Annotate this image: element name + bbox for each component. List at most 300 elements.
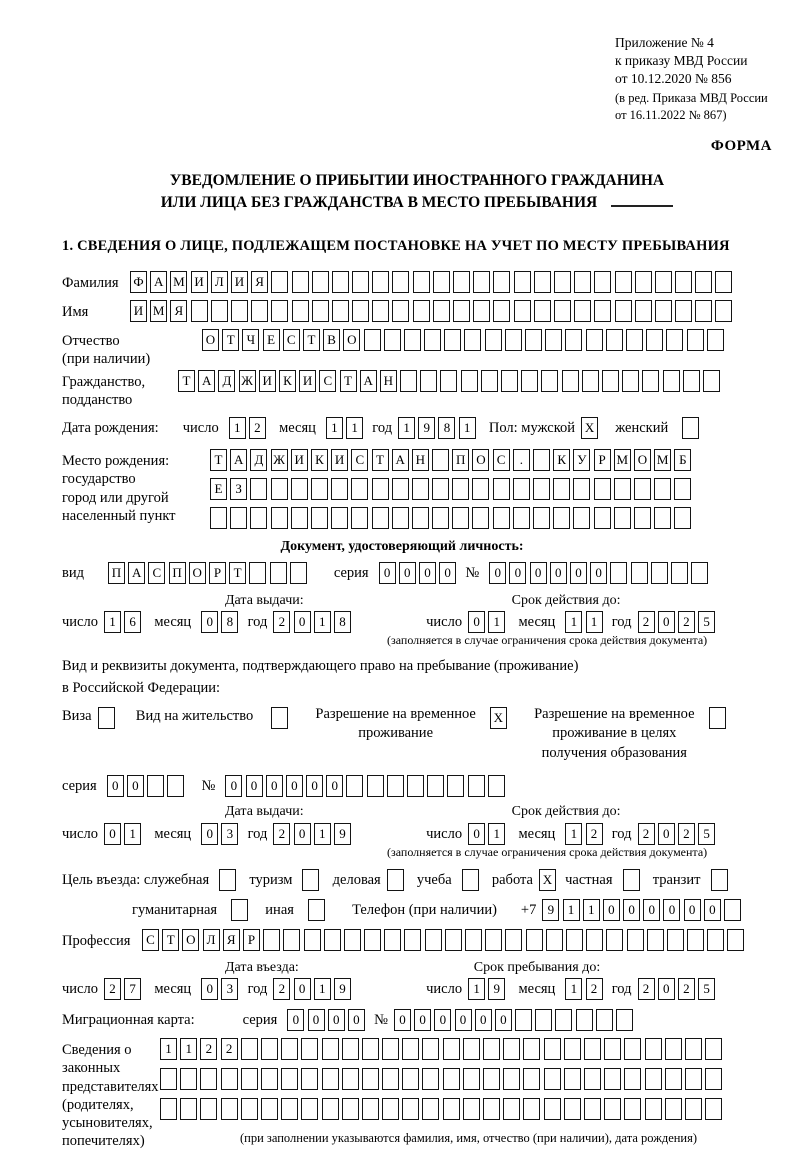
cell[interactable]: К — [279, 370, 296, 392]
cell[interactable] — [513, 507, 530, 529]
cell[interactable] — [221, 1098, 238, 1120]
cell[interactable]: 2 — [273, 978, 290, 1000]
cell[interactable] — [541, 370, 558, 392]
cell[interactable]: 0 — [419, 562, 436, 584]
cell[interactable] — [464, 329, 481, 351]
cell[interactable] — [211, 300, 228, 322]
cell[interactable] — [654, 478, 671, 500]
cell[interactable] — [582, 370, 599, 392]
cell[interactable]: 0 — [294, 823, 311, 845]
purpose-tourism-checkbox[interactable] — [302, 869, 322, 891]
cell[interactable] — [271, 271, 288, 293]
cell[interactable] — [493, 300, 510, 322]
cell[interactable]: 1 — [326, 417, 343, 439]
cell[interactable] — [367, 775, 384, 797]
cell[interactable] — [302, 869, 319, 891]
cell[interactable]: Р — [594, 449, 611, 471]
cell[interactable] — [261, 1098, 278, 1120]
cell[interactable] — [594, 300, 611, 322]
cell[interactable] — [555, 1009, 572, 1031]
cell[interactable]: Р — [243, 929, 260, 951]
cell[interactable] — [452, 478, 469, 500]
cell[interactable]: 9 — [334, 823, 351, 845]
cell[interactable] — [271, 507, 288, 529]
cell[interactable]: 5 — [698, 611, 715, 633]
cell[interactable]: Т — [210, 449, 227, 471]
cell[interactable] — [573, 507, 590, 529]
cell[interactable] — [352, 271, 369, 293]
cell[interactable] — [382, 1068, 399, 1090]
cell[interactable] — [344, 929, 361, 951]
cell[interactable]: 0 — [550, 562, 567, 584]
cell[interactable]: О — [472, 449, 489, 471]
cell[interactable]: 0 — [658, 978, 675, 1000]
cell[interactable] — [420, 370, 437, 392]
cell[interactable] — [685, 1038, 702, 1060]
cell[interactable] — [281, 1038, 298, 1060]
cell[interactable] — [514, 271, 531, 293]
cell[interactable]: 0 — [530, 562, 547, 584]
cell[interactable]: 0 — [509, 562, 526, 584]
cell[interactable] — [445, 929, 462, 951]
cell[interactable]: 2 — [638, 611, 655, 633]
cell[interactable] — [624, 1038, 641, 1060]
cell[interactable] — [452, 507, 469, 529]
cell[interactable]: Т — [340, 370, 357, 392]
cell[interactable]: 9 — [542, 899, 559, 921]
name-cells[interactable] — [130, 300, 736, 322]
cell[interactable]: 1 — [398, 417, 415, 439]
cell[interactable] — [574, 271, 591, 293]
cell[interactable]: О — [182, 929, 199, 951]
cell[interactable] — [270, 562, 287, 584]
cell[interactable]: С — [351, 449, 368, 471]
birth-year-cells[interactable] — [398, 417, 479, 439]
cell[interactable]: 5 — [698, 978, 715, 1000]
cell[interactable] — [392, 507, 409, 529]
cell[interactable] — [271, 300, 288, 322]
cell[interactable] — [424, 329, 441, 351]
cell[interactable] — [465, 929, 482, 951]
cell[interactable] — [422, 1068, 439, 1090]
cell[interactable] — [221, 1068, 238, 1090]
cell[interactable] — [554, 271, 571, 293]
cell[interactable] — [705, 1068, 722, 1090]
cell[interactable]: И — [291, 449, 308, 471]
cell[interactable]: А — [230, 449, 247, 471]
purpose-work-checkbox[interactable] — [539, 869, 559, 891]
cell[interactable]: Ж — [239, 370, 256, 392]
cell[interactable] — [584, 1038, 601, 1060]
cell[interactable] — [362, 1098, 379, 1120]
residence-permit-checkbox[interactable] — [271, 707, 291, 729]
cell[interactable] — [332, 271, 349, 293]
cell[interactable] — [606, 329, 623, 351]
cell[interactable]: 2 — [678, 978, 695, 1000]
cell[interactable] — [364, 329, 381, 351]
cell[interactable]: 0 — [663, 899, 680, 921]
cell[interactable]: 0 — [266, 775, 283, 797]
cell[interactable] — [453, 300, 470, 322]
cell[interactable] — [488, 775, 505, 797]
cell[interactable]: У — [573, 449, 590, 471]
cell[interactable] — [564, 1068, 581, 1090]
cell[interactable] — [525, 329, 542, 351]
cell[interactable] — [623, 869, 640, 891]
cell[interactable] — [281, 1098, 298, 1120]
cell[interactable] — [594, 478, 611, 500]
cell[interactable] — [311, 478, 328, 500]
cell[interactable]: 0 — [294, 611, 311, 633]
cell[interactable]: А — [198, 370, 215, 392]
cell[interactable]: 1 — [314, 978, 331, 1000]
cell[interactable]: О — [202, 329, 219, 351]
cell[interactable]: В — [323, 329, 340, 351]
cell[interactable] — [281, 1068, 298, 1090]
cell[interactable] — [301, 1068, 318, 1090]
cell[interactable] — [433, 300, 450, 322]
purpose-humanitarian-checkbox[interactable] — [231, 899, 251, 921]
cell[interactable] — [526, 929, 543, 951]
cell[interactable] — [727, 929, 744, 951]
doc-issue-year-cells[interactable] — [273, 611, 354, 633]
cell[interactable] — [545, 329, 562, 351]
cell[interactable]: 2 — [249, 417, 266, 439]
cell[interactable] — [533, 507, 550, 529]
cell[interactable] — [616, 1009, 633, 1031]
cell[interactable] — [472, 478, 489, 500]
cell[interactable] — [645, 1098, 662, 1120]
cell[interactable] — [614, 478, 631, 500]
cell[interactable] — [440, 370, 457, 392]
cell[interactable] — [200, 1098, 217, 1120]
cell[interactable]: 0 — [455, 1009, 472, 1031]
cell[interactable] — [695, 271, 712, 293]
cell[interactable] — [324, 929, 341, 951]
cell[interactable] — [473, 271, 490, 293]
cell[interactable]: Т — [303, 329, 320, 351]
cell[interactable] — [691, 562, 708, 584]
cell[interactable]: 0 — [684, 899, 701, 921]
cell[interactable]: 0 — [439, 562, 456, 584]
cell[interactable] — [626, 329, 643, 351]
cell[interactable] — [574, 300, 591, 322]
cell[interactable] — [544, 1068, 561, 1090]
cell[interactable]: И — [259, 370, 276, 392]
migration-number-cells[interactable] — [394, 1009, 636, 1031]
permit-series-cells[interactable] — [107, 775, 188, 797]
edu-permit-checkbox[interactable] — [709, 707, 729, 729]
cell[interactable] — [425, 929, 442, 951]
cell[interactable]: 2 — [200, 1038, 217, 1060]
cell[interactable] — [432, 478, 449, 500]
cell[interactable] — [634, 478, 651, 500]
patronymic-cells[interactable] — [202, 329, 727, 351]
cell[interactable]: 0 — [201, 823, 218, 845]
cell[interactable] — [602, 370, 619, 392]
cell[interactable]: 0 — [394, 1009, 411, 1031]
cell[interactable] — [322, 1068, 339, 1090]
cell[interactable] — [554, 300, 571, 322]
cell[interactable] — [362, 1068, 379, 1090]
cell[interactable] — [505, 929, 522, 951]
cell[interactable]: 9 — [418, 417, 435, 439]
cell[interactable] — [682, 417, 699, 439]
purpose-official-checkbox[interactable] — [219, 869, 239, 891]
cell[interactable] — [351, 478, 368, 500]
cell[interactable] — [412, 507, 429, 529]
cell[interactable] — [666, 329, 683, 351]
migration-series-cells[interactable] — [287, 1009, 368, 1031]
cell[interactable]: 0 — [107, 775, 124, 797]
cell[interactable] — [564, 1038, 581, 1060]
cell[interactable]: М — [150, 300, 167, 322]
cell[interactable]: 0 — [704, 899, 721, 921]
cell[interactable] — [292, 300, 309, 322]
cell[interactable]: Ф — [130, 271, 147, 293]
cell[interactable]: Б — [674, 449, 691, 471]
cell[interactable]: Л — [211, 271, 228, 293]
cell[interactable] — [241, 1038, 258, 1060]
cell[interactable] — [219, 869, 236, 891]
cell[interactable]: О — [634, 449, 651, 471]
cell[interactable] — [533, 449, 550, 471]
cell[interactable] — [98, 707, 115, 729]
cell[interactable] — [250, 478, 267, 500]
cell[interactable] — [596, 1009, 613, 1031]
cell[interactable] — [624, 1098, 641, 1120]
cell[interactable] — [346, 775, 363, 797]
cell[interactable] — [231, 300, 248, 322]
cell[interactable]: 0 — [489, 562, 506, 584]
cell[interactable] — [703, 370, 720, 392]
cell[interactable]: 1 — [565, 823, 582, 845]
cell[interactable] — [331, 478, 348, 500]
cell[interactable]: 0 — [326, 775, 343, 797]
cell[interactable] — [553, 478, 570, 500]
cell[interactable]: 0 — [658, 611, 675, 633]
cell[interactable]: К — [311, 449, 328, 471]
cell[interactable]: 0 — [379, 562, 396, 584]
cell[interactable] — [705, 1098, 722, 1120]
cell[interactable] — [271, 478, 288, 500]
cell[interactable] — [167, 775, 184, 797]
cell[interactable] — [675, 300, 692, 322]
cell[interactable]: С — [283, 329, 300, 351]
cell[interactable]: К — [553, 449, 570, 471]
cell[interactable] — [501, 370, 518, 392]
cell[interactable] — [622, 370, 639, 392]
cell[interactable]: О — [189, 562, 206, 584]
cell[interactable]: Е — [210, 478, 227, 500]
cell[interactable]: 2 — [678, 823, 695, 845]
cell[interactable] — [553, 507, 570, 529]
cell[interactable] — [594, 271, 611, 293]
cell[interactable]: 0 — [348, 1009, 365, 1031]
representatives-row2-cells[interactable] — [160, 1068, 725, 1090]
cell[interactable] — [683, 370, 700, 392]
cell[interactable] — [615, 300, 632, 322]
cell[interactable] — [566, 929, 583, 951]
cell[interactable] — [433, 271, 450, 293]
cell[interactable] — [432, 449, 449, 471]
cell[interactable]: П — [108, 562, 125, 584]
cell[interactable] — [332, 300, 349, 322]
cell[interactable] — [427, 775, 444, 797]
cell[interactable] — [387, 775, 404, 797]
cell[interactable]: 0 — [495, 1009, 512, 1031]
cell[interactable]: 0 — [414, 1009, 431, 1031]
cell[interactable] — [322, 1098, 339, 1120]
cell[interactable]: И — [130, 300, 147, 322]
cell[interactable] — [634, 507, 651, 529]
cell[interactable]: 2 — [586, 978, 603, 1000]
cell[interactable] — [447, 775, 464, 797]
cell[interactable]: Р — [209, 562, 226, 584]
cell[interactable] — [210, 507, 227, 529]
cell[interactable] — [472, 507, 489, 529]
cell[interactable]: А — [392, 449, 409, 471]
cell[interactable] — [503, 1068, 520, 1090]
cell[interactable]: И — [191, 271, 208, 293]
cell[interactable] — [493, 478, 510, 500]
cell[interactable] — [251, 300, 268, 322]
cell[interactable] — [523, 1068, 540, 1090]
cell[interactable] — [402, 1068, 419, 1090]
cell[interactable] — [584, 1098, 601, 1120]
cell[interactable] — [635, 271, 652, 293]
cell[interactable] — [160, 1098, 177, 1120]
cell[interactable]: 0 — [104, 823, 121, 845]
cell[interactable] — [665, 1068, 682, 1090]
cell[interactable]: X — [581, 417, 598, 439]
cell[interactable] — [685, 1098, 702, 1120]
cell[interactable]: С — [142, 929, 159, 951]
cell[interactable] — [463, 1098, 480, 1120]
cell[interactable]: 0 — [201, 978, 218, 1000]
cell[interactable]: Д — [218, 370, 235, 392]
stay-year-cells[interactable] — [638, 978, 719, 1000]
cell[interactable] — [675, 271, 692, 293]
doc-valid-day-cells[interactable] — [468, 611, 508, 633]
cell[interactable] — [674, 507, 691, 529]
cell[interactable] — [372, 271, 389, 293]
cell[interactable] — [443, 1038, 460, 1060]
cell[interactable] — [443, 1068, 460, 1090]
purpose-business-checkbox[interactable] — [387, 869, 407, 891]
cell[interactable]: Н — [380, 370, 397, 392]
cell[interactable] — [707, 929, 724, 951]
cell[interactable]: 2 — [638, 978, 655, 1000]
cell[interactable] — [645, 1068, 662, 1090]
cell[interactable] — [249, 562, 266, 584]
cell[interactable]: 5 — [698, 823, 715, 845]
cell[interactable] — [392, 478, 409, 500]
stay-month-cells[interactable] — [565, 978, 605, 1000]
cell[interactable] — [463, 1068, 480, 1090]
cell[interactable] — [231, 899, 248, 921]
representatives-row1-cells[interactable] — [160, 1038, 725, 1060]
cell[interactable] — [463, 1038, 480, 1060]
cell[interactable] — [705, 1038, 722, 1060]
cell[interactable] — [382, 1038, 399, 1060]
cell[interactable] — [584, 1068, 601, 1090]
cell[interactable]: 1 — [488, 611, 505, 633]
cell[interactable]: 0 — [246, 775, 263, 797]
cell[interactable]: С — [148, 562, 165, 584]
cell[interactable]: 0 — [468, 611, 485, 633]
cell[interactable]: 1 — [229, 417, 246, 439]
cell[interactable] — [261, 1038, 278, 1060]
cell[interactable] — [180, 1098, 197, 1120]
cell[interactable]: 1 — [180, 1038, 197, 1060]
cell[interactable]: 1 — [468, 978, 485, 1000]
cell[interactable] — [230, 507, 247, 529]
cell[interactable] — [513, 478, 530, 500]
permit-number-cells[interactable] — [225, 775, 508, 797]
cell[interactable] — [674, 478, 691, 500]
cell[interactable] — [724, 899, 741, 921]
cell[interactable] — [308, 899, 325, 921]
purpose-other-checkbox[interactable] — [308, 899, 328, 921]
cell[interactable]: Т — [229, 562, 246, 584]
surname-cells[interactable] — [130, 271, 736, 293]
cell[interactable]: Ч — [242, 329, 259, 351]
cell[interactable]: X — [490, 707, 507, 729]
cell[interactable]: 3 — [221, 823, 238, 845]
sex-female-checkbox[interactable] — [682, 417, 702, 439]
cell[interactable]: 2 — [678, 611, 695, 633]
cell[interactable] — [515, 1009, 532, 1031]
cell[interactable] — [573, 478, 590, 500]
cell[interactable] — [695, 300, 712, 322]
cell[interactable]: 2 — [586, 823, 603, 845]
cell[interactable]: 1 — [160, 1038, 177, 1060]
cell[interactable] — [290, 562, 307, 584]
cell[interactable] — [352, 300, 369, 322]
cell[interactable] — [453, 271, 470, 293]
cell[interactable]: 0 — [201, 611, 218, 633]
cell[interactable]: Е — [263, 329, 280, 351]
cell[interactable] — [606, 929, 623, 951]
cell[interactable] — [523, 1098, 540, 1120]
doc-series-cells[interactable] — [379, 562, 460, 584]
cell[interactable]: О — [343, 329, 360, 351]
cell[interactable] — [160, 1068, 177, 1090]
cell[interactable] — [711, 869, 728, 891]
doc-valid-month-cells[interactable] — [565, 611, 605, 633]
birthplace-row1-cells[interactable] — [210, 449, 695, 471]
birthplace-row2-cells[interactable] — [210, 478, 695, 500]
cell[interactable] — [624, 1068, 641, 1090]
cell[interactable] — [685, 1068, 702, 1090]
cell[interactable]: Я — [251, 271, 268, 293]
cell[interactable] — [715, 300, 732, 322]
cell[interactable] — [564, 1098, 581, 1120]
cell[interactable]: 1 — [314, 823, 331, 845]
cell[interactable]: А — [150, 271, 167, 293]
visa-checkbox[interactable] — [98, 707, 118, 729]
cell[interactable] — [342, 1038, 359, 1060]
cell[interactable]: 2 — [104, 978, 121, 1000]
cell[interactable] — [372, 300, 389, 322]
cell[interactable]: 2 — [638, 823, 655, 845]
cell[interactable]: 7 — [124, 978, 141, 1000]
cell[interactable] — [444, 329, 461, 351]
cell[interactable] — [665, 1098, 682, 1120]
cell[interactable] — [304, 929, 321, 951]
cell[interactable]: 2 — [273, 823, 290, 845]
